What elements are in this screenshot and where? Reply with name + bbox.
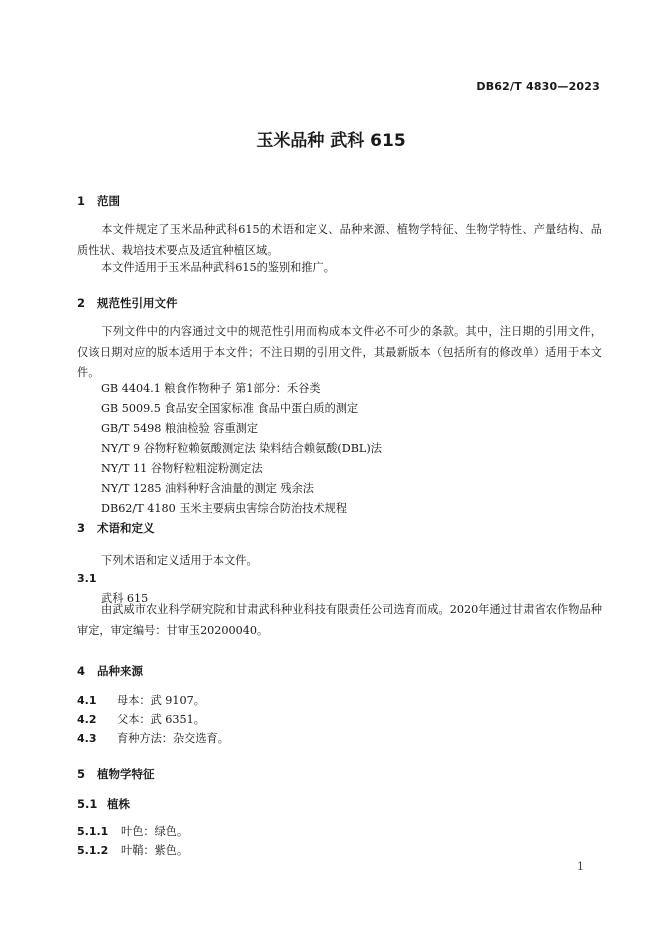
section-number: 5 bbox=[77, 767, 86, 781]
source-item bbox=[77, 692, 205, 708]
paragraph-text: 下列文件中的内容通过文中的规范性引用而构成本文件必不可少的条款。其中，注日期的引用文件，仅该日期对应的版本适用于本文件；不注日期的引用文件，其最新版本（包括所有的修改单）适用于本文件。 bbox=[77, 325, 602, 379]
clause-number: 4.3 bbox=[77, 732, 97, 745]
section-3-heading bbox=[77, 520, 155, 536]
section-number: 4 bbox=[77, 664, 86, 678]
clause-text: 育种方法：杂交选育。 bbox=[117, 732, 229, 745]
reference-item: GB/T 5498 粮油检验 容重测定 bbox=[101, 422, 259, 435]
clause-text: 母本：武 9107。 bbox=[117, 694, 205, 707]
section-title: 范围 bbox=[97, 194, 120, 208]
subsection-title: 植株 bbox=[107, 797, 130, 811]
reference-item: DB62/T 4180 玉米主要病虫害综合防治技术规程 bbox=[101, 502, 348, 515]
section-title: 品种来源 bbox=[97, 664, 143, 678]
section-2-heading bbox=[77, 295, 178, 311]
reference-item: NY/T 11 谷物籽粒粗淀粉测定法 bbox=[101, 462, 263, 475]
term-number: 3.1 bbox=[77, 572, 97, 585]
source-item bbox=[77, 730, 229, 746]
paragraph-text: 本文件规定了玉米品种武科615的术语和定义、品种来源、植物学特征、生物学特性、产量结构、品质性状、栽培技术要点及适宜种植区域。 bbox=[77, 223, 602, 257]
scope-paragraph-2 bbox=[77, 258, 602, 279]
page-number: 1 bbox=[577, 860, 584, 873]
feature-item bbox=[77, 823, 188, 839]
document-title: 玉米品种 武科 615 bbox=[256, 131, 406, 151]
references-intro-paragraph bbox=[77, 322, 602, 384]
clause-number: 5.1.1 bbox=[77, 825, 109, 838]
section-4-heading bbox=[77, 663, 143, 679]
section-5-heading bbox=[77, 766, 155, 782]
reference-item: NY/T 1285 油料种籽含油量的测定 残余法 bbox=[101, 482, 314, 495]
source-item bbox=[77, 711, 205, 727]
clause-text: 叶鞘：紫色。 bbox=[121, 844, 189, 857]
clause-text: 叶色：绿色。 bbox=[121, 825, 189, 838]
section-number: 2 bbox=[77, 296, 86, 310]
clause-number: 4.1 bbox=[77, 694, 97, 707]
clause-text: 父本：武 6351。 bbox=[117, 713, 205, 726]
section-title: 规范性引用文件 bbox=[97, 296, 178, 310]
clause-number: 4.2 bbox=[77, 713, 97, 726]
term-name: 武科 615 bbox=[101, 592, 149, 605]
section-1-heading bbox=[77, 193, 120, 209]
reference-item: GB 4404.1 粮食作物种子 第1部分：禾谷类 bbox=[101, 382, 321, 395]
section-number: 1 bbox=[77, 194, 86, 208]
clause-number: 5.1.2 bbox=[77, 844, 109, 857]
section-title: 术语和定义 bbox=[97, 521, 155, 535]
subsection-5-1-heading bbox=[77, 796, 130, 812]
section-title: 植物学特征 bbox=[97, 767, 155, 781]
section-number: 3 bbox=[77, 521, 86, 535]
paragraph-text: 本文件适用于玉米品种武科615的鉴别和推广。 bbox=[101, 261, 335, 274]
standard-code: DB62/T 4830—2023 bbox=[476, 80, 600, 93]
feature-item bbox=[77, 842, 188, 858]
terms-intro: 下列术语和定义适用于本文件。 bbox=[101, 554, 258, 567]
paragraph-text: 由武威市农业科学研究院和甘肃武科种业科技有限责任公司选育而成。2020年通过甘肃省农作物品种审定，审定编号：甘审玉20200040。 bbox=[77, 603, 602, 637]
reference-item: GB 5009.5 食品安全国家标准 食品中蛋白质的测定 bbox=[101, 402, 359, 415]
subsection-number: 5.1 bbox=[77, 797, 98, 811]
reference-item: NY/T 9 谷物籽粒赖氨酸测定法 染料结合赖氨酸(DBL)法 bbox=[101, 442, 382, 455]
term-definition bbox=[77, 600, 602, 641]
scope-paragraph-1 bbox=[77, 220, 602, 261]
